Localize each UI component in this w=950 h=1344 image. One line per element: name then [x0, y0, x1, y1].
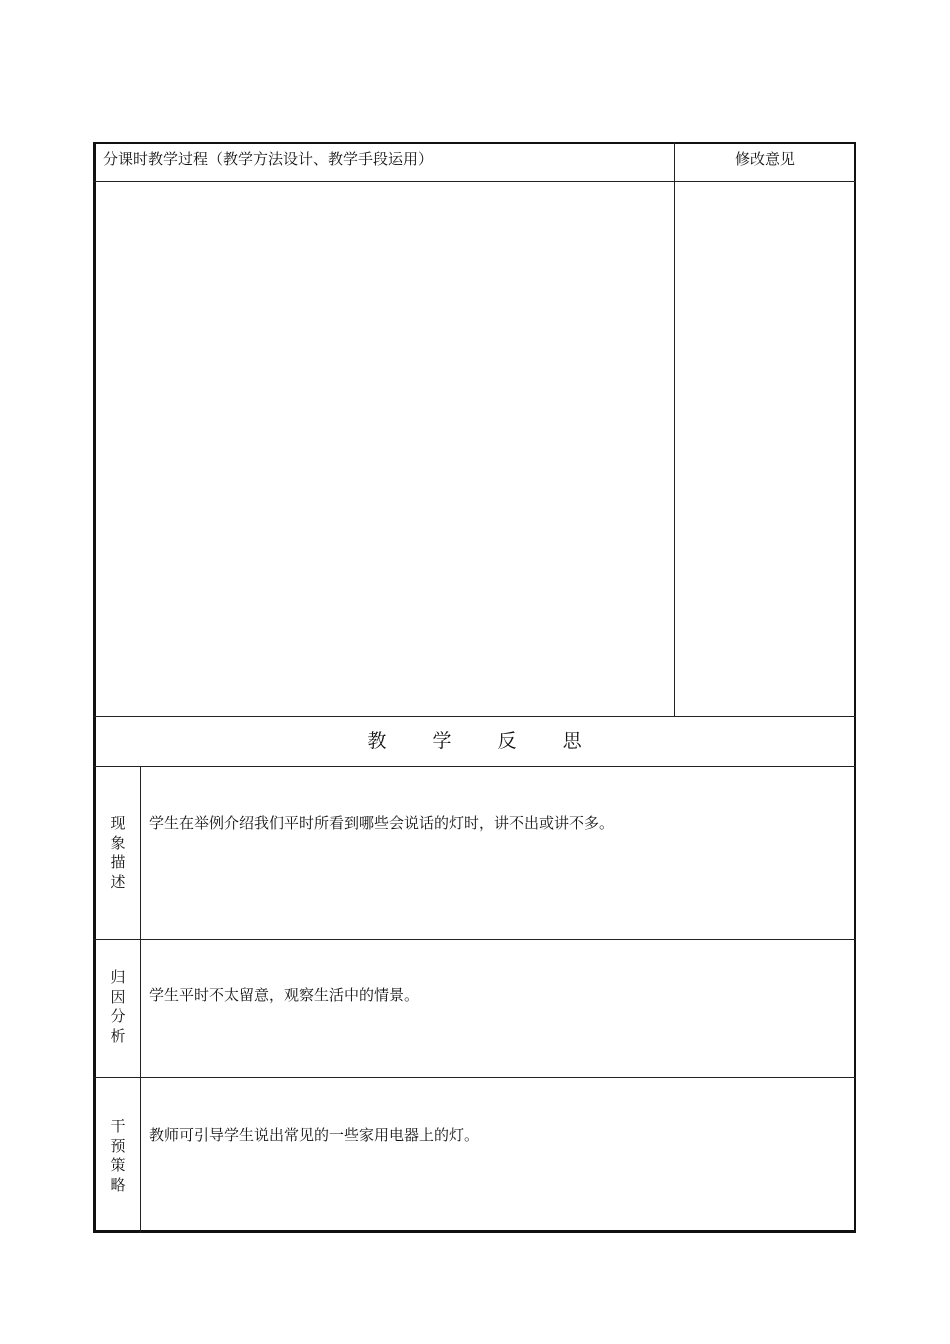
label-char: 分 — [110, 1007, 126, 1025]
reflection-title-char: 学 — [432, 730, 452, 752]
intervention-label — [96, 1117, 140, 1195]
reflection-title-char: 思 — [562, 730, 582, 752]
phenomenon-text: 学生在举例介绍我们平时所看到哪些会说话的灯时，讲不出或讲不多。 — [149, 814, 615, 832]
label-char: 现 — [110, 814, 126, 832]
process-section-divider — [93, 716, 856, 717]
process-column-header: 分课时教学过程（教学方法设计、教学手段运用） — [103, 150, 434, 168]
label-char: 干 — [110, 1117, 126, 1135]
label-char: 因 — [110, 987, 126, 1006]
label-char: 预 — [110, 1136, 126, 1155]
label-column-divider — [140, 766, 141, 1233]
revision-column-divider — [674, 142, 675, 716]
intervention-text: 教师可引导学生说出常见的一些家用电器上的灯。 — [149, 1126, 480, 1144]
reflection-title-char: 反 — [497, 730, 517, 752]
reflection-title — [93, 728, 856, 754]
label-char: 策 — [110, 1156, 126, 1174]
label-char: 析 — [110, 1026, 126, 1045]
label-char: 归 — [110, 968, 126, 986]
reflection-title-char: 教 — [367, 730, 387, 752]
row-divider-1 — [93, 939, 856, 940]
phenomenon-label — [96, 814, 140, 892]
label-char: 象 — [110, 833, 126, 852]
row-divider-2 — [93, 1077, 856, 1078]
cause-analysis-text: 学生平时不太留意，观察生活中的情景。 — [149, 986, 420, 1004]
reflection-title-divider — [93, 766, 856, 767]
label-char: 描 — [110, 853, 126, 871]
revision-column-header: 修改意见 — [734, 150, 795, 168]
cause-analysis-label — [96, 968, 140, 1046]
lesson-plan-table — [93, 142, 856, 1233]
header-divider — [93, 181, 856, 182]
label-char: 略 — [110, 1175, 126, 1194]
label-char: 述 — [110, 872, 126, 891]
